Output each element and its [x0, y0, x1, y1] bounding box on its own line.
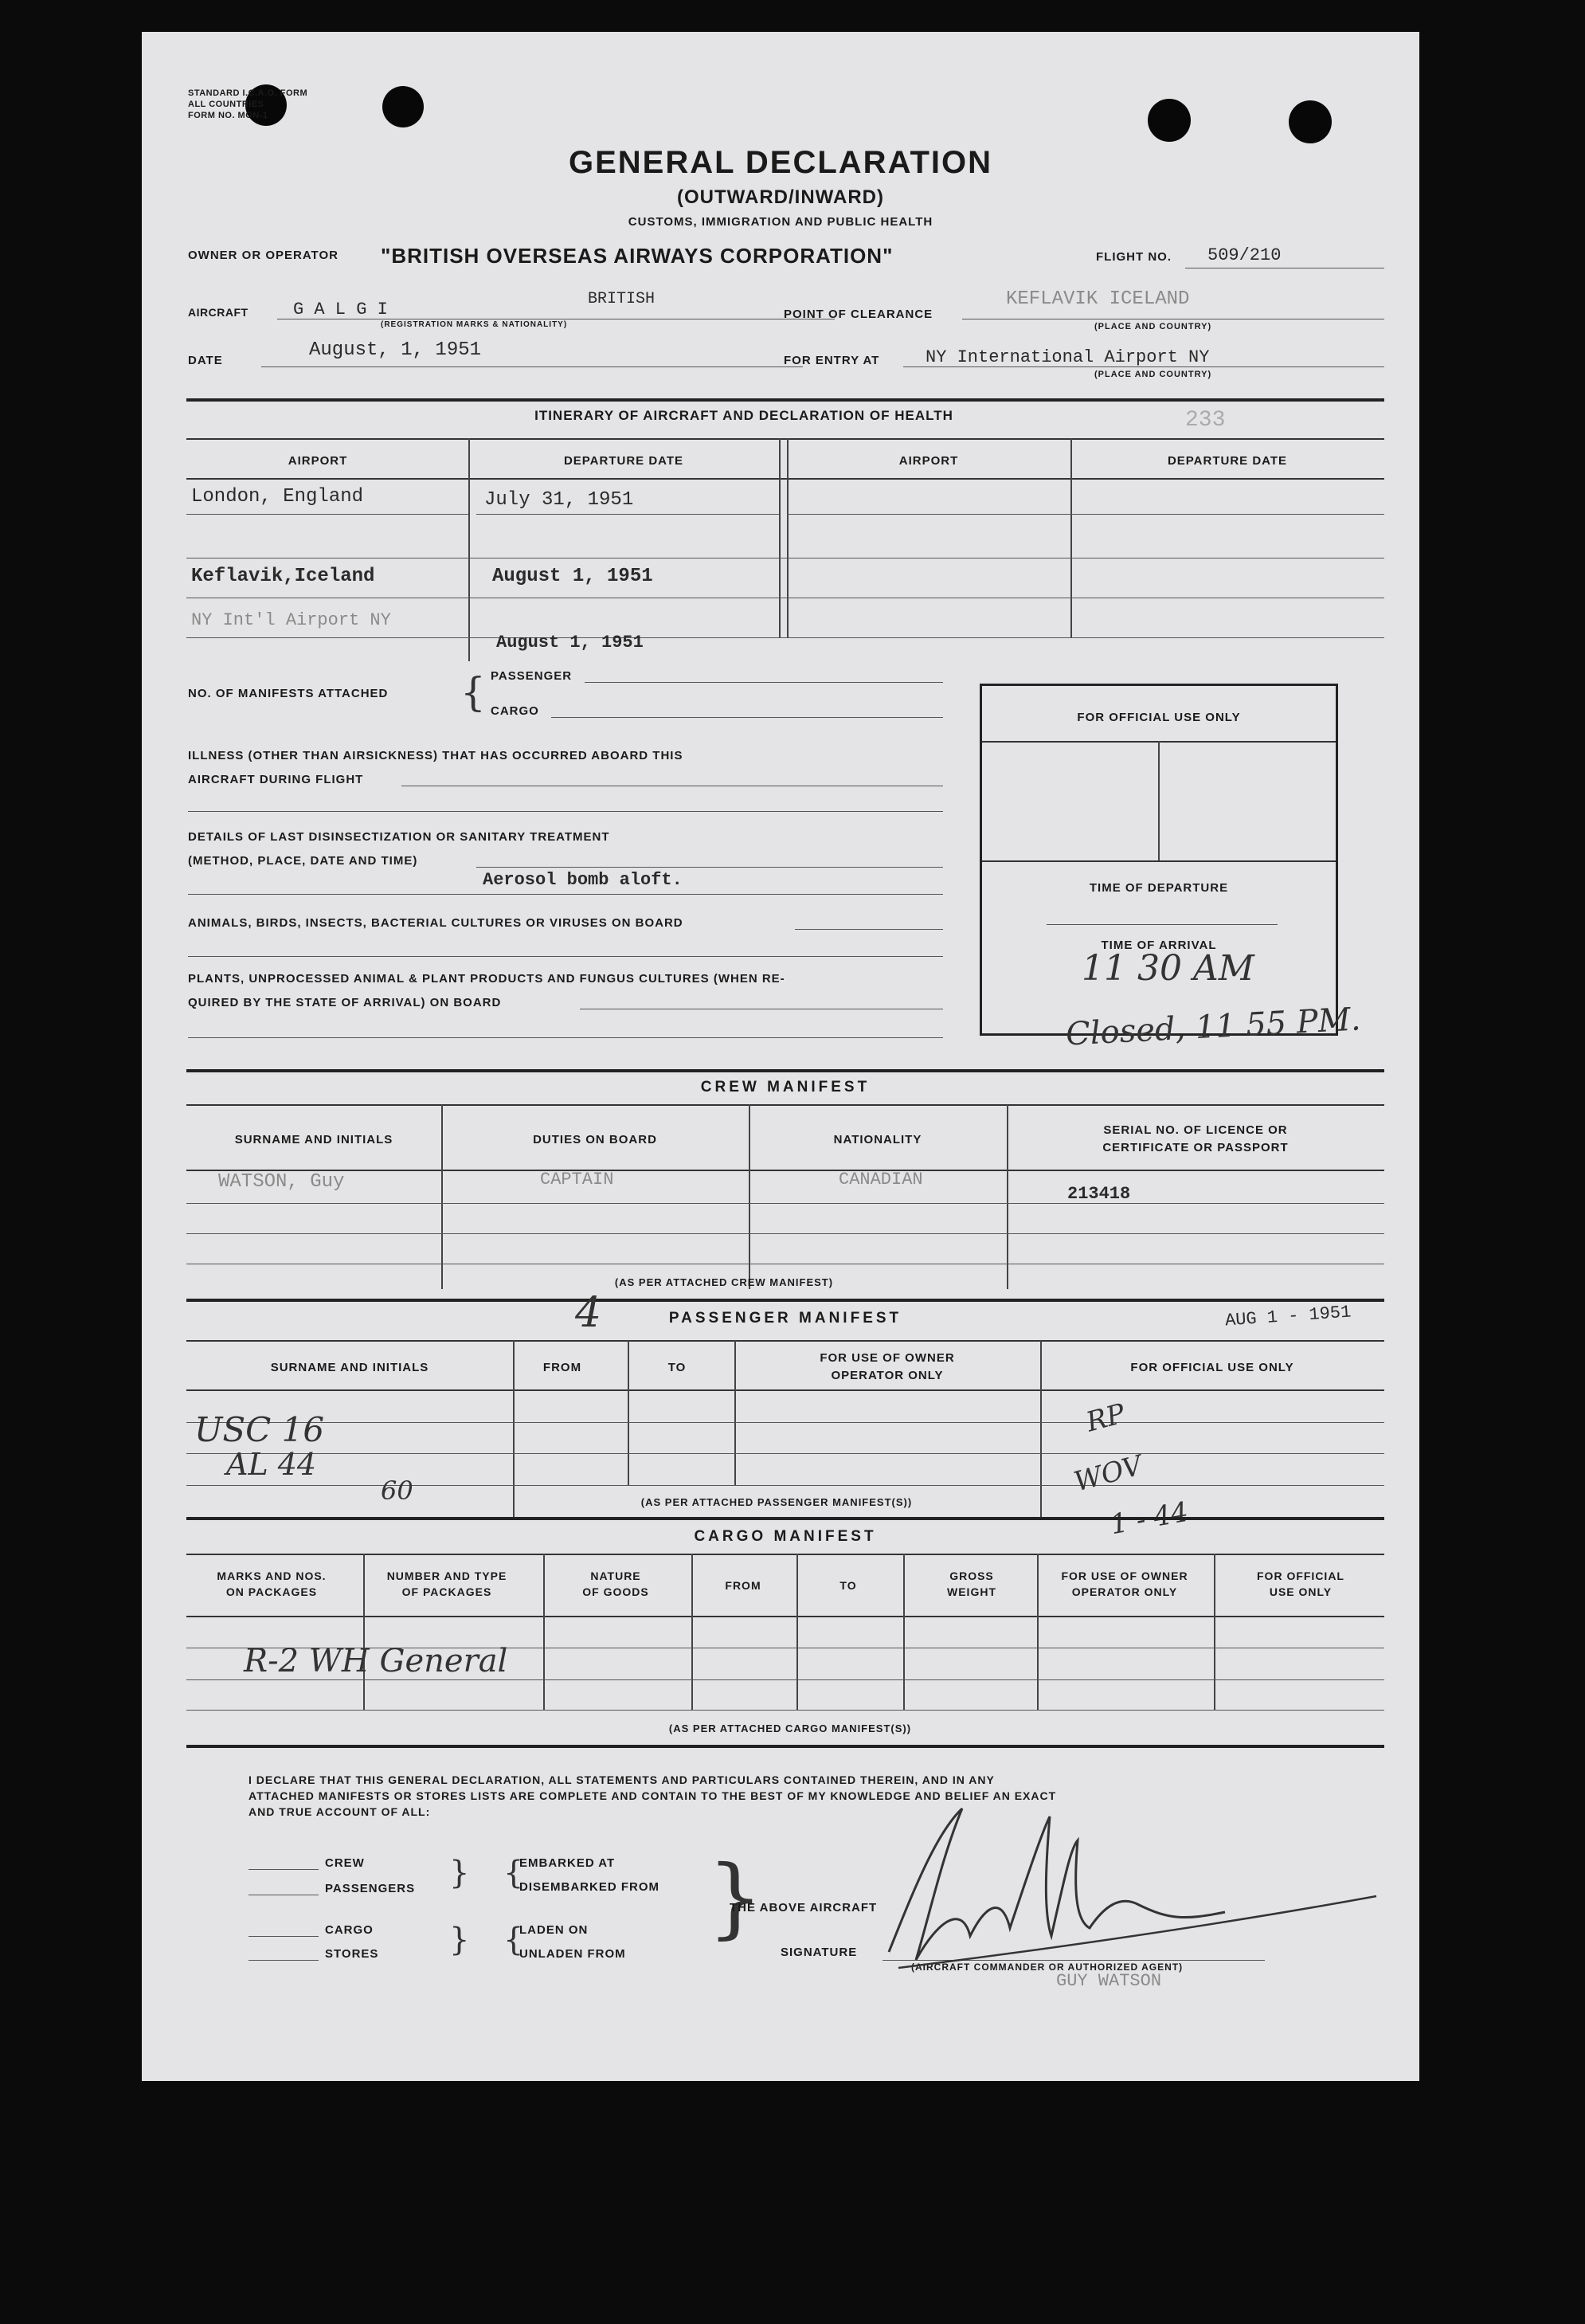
entry-value: NY International Airport NY [926, 347, 1210, 367]
crew-duties-1: CAPTAIN [540, 1170, 614, 1189]
passenger-col-from: FROM [542, 1361, 582, 1374]
brace: } [449, 1855, 470, 1891]
page-title: GENERAL DECLARATION [568, 145, 993, 180]
itinerary-col-departure: DEPARTURE DATE [563, 454, 684, 468]
aircraft-value: G A L G I [293, 300, 388, 319]
disinsect-value: Aerosol bomb aloft. [483, 870, 683, 890]
punch-hole [1289, 100, 1332, 143]
cargo-col-from: FROM [725, 1579, 761, 1592]
crew-col-serial-1: SERIAL NO. OF LICENCE OR [1103, 1123, 1288, 1137]
decl-crew: CREW [325, 1856, 365, 1870]
passenger-col-surname: SURNAME AND INITIALS [270, 1361, 429, 1374]
illness-label-2: AIRCRAFT DURING FLIGHT [188, 773, 364, 786]
illness-label-1: ILLNESS (OTHER THAN AIRSICKNESS) THAT HAS OCCURRED ABOARD THIS [188, 749, 683, 762]
decl-unladen: UNLADEN FROM [519, 1947, 626, 1961]
stamp-number: 233 [1185, 408, 1226, 433]
itinerary-date-1: July 31, 1951 [484, 489, 634, 511]
official-hand-1: RP [1082, 1397, 1129, 1439]
plants-label-1: PLANTS, UNPROCESSED ANIMAL & PLANT PRODUCTS AND FUNGUS CULTURES (WHEN RE- [188, 972, 785, 986]
form-sheet [142, 32, 1419, 2081]
declaration-text-1: I DECLARE THAT THIS GENERAL DECLARATION, ALL STATEMENTS AND PARTICULARS CONTAINED THEREIN, AND IN ANY [249, 1773, 995, 1786]
cargo-col-owner-2: OPERATOR ONLY [1071, 1585, 1178, 1598]
signer-name: GUY WATSON [1056, 1971, 1162, 1991]
disinsect-label-2: (METHOD, PLACE, DATE AND TIME) [188, 854, 418, 868]
manifests-label: NO. OF MANIFESTS ATTACHED [188, 687, 389, 700]
page-subtitle: (OUTWARD/INWARD) [677, 186, 884, 208]
itinerary-heading: ITINERARY OF AIRCRAFT AND DECLARATION OF HEALTH [534, 408, 953, 423]
owner-label: OWNER OR OPERATOR [188, 249, 339, 262]
crew-surname-1: WATSON, Guy [218, 1171, 345, 1193]
cargo-col-nature-1: NATURE [590, 1570, 641, 1582]
official-use-title: FOR OFFICIAL USE ONLY [1077, 711, 1241, 724]
cargo-col-to: TO [839, 1579, 857, 1592]
crew-heading: CREW MANIFEST [700, 1079, 871, 1095]
brace: { [503, 1855, 524, 1891]
itinerary-date-3: August 1, 1951 [496, 633, 644, 653]
passenger-note: (AS PER ATTACHED PASSENGER MANIFEST(S)) [640, 1496, 913, 1508]
cargo-col-owner-1: FOR USE OF OWNER [1061, 1570, 1188, 1582]
brace: } [707, 1846, 763, 1948]
flight-label: FLIGHT NO. [1096, 250, 1172, 264]
passenger-hand-line-2: AL 44 [226, 1447, 317, 1482]
decl-above-aircraft: THE ABOVE AIRCRAFT [730, 1901, 878, 1914]
flight-value: 509/210 [1207, 245, 1282, 265]
owner-value: "BRITISH OVERSEAS AIRWAYS CORPORATION" [381, 244, 894, 268]
passenger-col-owner-2: OPERATOR ONLY [831, 1369, 944, 1382]
cargo-col-official-2: USE ONLY [1269, 1585, 1333, 1598]
passenger-hand-line-3: 60 [381, 1476, 413, 1506]
signature-sub: (AIRCRAFT COMMANDER OR AUTHORIZED AGENT) [911, 1961, 1184, 1973]
signature-graphic [867, 1785, 1392, 1984]
entry-label: FOR ENTRY AT [784, 354, 880, 367]
cargo-col-nature-2: OF GOODS [582, 1585, 649, 1598]
cargo-col-gross-2: WEIGHT [947, 1585, 996, 1598]
decl-embarked: EMBARKED AT [519, 1856, 616, 1870]
date-stamp: AUG 1 - 1951 [1224, 1302, 1352, 1331]
cargo-col-official-1: FOR OFFICIAL [1257, 1570, 1344, 1582]
cargo-note: (AS PER ATTACHED CARGO MANIFEST(S)) [668, 1722, 912, 1734]
passenger-count-handwritten: 4 [575, 1289, 602, 1337]
brace: { [503, 1922, 524, 1958]
punch-hole [1148, 99, 1191, 142]
itinerary-airport-3: NY Int'l Airport NY [191, 610, 391, 630]
clearance-sub: (PLACE AND COUNTRY) [1094, 322, 1212, 331]
brace: { [460, 669, 486, 715]
cargo-col-number-2: OF PACKAGES [401, 1585, 492, 1598]
decl-cargo: CARGO [325, 1923, 374, 1937]
itinerary-col-airport-2: AIRPORT [898, 454, 959, 468]
arrival-time-label: TIME OF ARRIVAL [1101, 939, 1217, 952]
declaration-text-3: AND TRUE ACCOUNT OF ALL: [249, 1805, 431, 1818]
crew-col-surname: SURNAME AND INITIALS [234, 1133, 393, 1146]
cargo-col-gross-1: GROSS [949, 1570, 994, 1582]
official-hand-3: 1 - 44 [1108, 1495, 1191, 1542]
cargo-heading: CARGO MANIFEST [694, 1528, 877, 1545]
crew-nationality-1: CANADIAN [839, 1170, 923, 1189]
punch-hole [382, 86, 424, 127]
decl-stores: STORES [325, 1947, 379, 1961]
itinerary-airport-1: London, England [191, 486, 364, 508]
decl-disembarked: DISEMBARKED FROM [519, 1880, 659, 1894]
passenger-col-official: FOR OFFICIAL USE ONLY [1130, 1361, 1294, 1374]
aircraft-label: AIRCRAFT [188, 306, 249, 319]
declaration-text-2: ATTACHED MANIFESTS OR STORES LISTS ARE COMPLETE AND CONTAIN TO THE BEST OF MY KNOWLEDGE AND BELIEF AN EXACT [249, 1789, 1057, 1802]
decl-laden: LADEN ON [519, 1923, 589, 1937]
form-reference: STANDARD I.C.A.O. FORM ALL COUNTRIES FORM NO. MON-1 [188, 88, 308, 120]
cargo-count-label: CARGO [491, 704, 539, 718]
passenger-col-to: TO [667, 1361, 687, 1374]
aircraft-sub: (REGISTRATION MARKS & NATIONALITY) [381, 320, 568, 329]
itinerary-col-departure-2: DEPARTURE DATE [1167, 454, 1288, 468]
plants-label-2: QUIRED BY THE STATE OF ARRIVAL) ON BOARD [188, 996, 502, 1009]
signature-label: SIGNATURE [781, 1946, 858, 1959]
itinerary-date-2: August 1, 1951 [492, 566, 653, 587]
date-label: DATE [188, 354, 223, 367]
clearance-value: KEFLAVIK ICELAND [1006, 288, 1190, 310]
entry-sub: (PLACE AND COUNTRY) [1094, 370, 1212, 379]
passenger-hand-line-1: USC 16 [194, 1410, 325, 1449]
cargo-hand-entry: R-2 WH General [244, 1643, 508, 1679]
brace: } [449, 1922, 470, 1958]
crew-serial-1: 213418 [1067, 1184, 1131, 1204]
itinerary-airport-2: Keflavik,Iceland [191, 566, 375, 587]
clearance-label: POINT OF CLEARANCE [784, 308, 933, 321]
cargo-col-marks-1: MARKS AND NOS. [217, 1570, 327, 1582]
aircraft-nationality: BRITISH [588, 290, 656, 308]
disinsect-label-1: DETAILS OF LAST DISINSECTIZATION OR SANITARY TREATMENT [188, 830, 610, 844]
arrival-time-handwritten: 11 30 AM [1082, 948, 1254, 989]
crew-note: (AS PER ATTACHED CREW MANIFEST) [614, 1276, 834, 1288]
official-hand-2: WOV [1070, 1449, 1146, 1499]
crew-col-serial-2: CERTIFICATE OR PASSPORT [1102, 1141, 1289, 1154]
passenger-count-label: PASSENGER [491, 669, 573, 683]
cargo-col-marks-2: ON PACKAGES [225, 1585, 318, 1598]
itinerary-col-airport: AIRPORT [288, 454, 348, 468]
departure-time-label: TIME OF DEPARTURE [1089, 881, 1229, 895]
crew-col-nationality: NATIONALITY [833, 1133, 922, 1146]
page-subtitle-2: CUSTOMS, IMMIGRATION AND PUBLIC HEALTH [628, 215, 933, 229]
closed-note-handwritten: Closed, 11 55 PM. [1065, 1001, 1362, 1053]
passenger-heading: PASSENGER MANIFEST [668, 1310, 902, 1327]
decl-passengers: PASSENGERS [325, 1882, 416, 1895]
passenger-col-owner-1: FOR USE OF OWNER [820, 1351, 955, 1365]
crew-col-duties: DUTIES ON BOARD [533, 1133, 657, 1146]
date-value: August, 1, 1951 [309, 339, 482, 361]
cargo-col-number-1: NUMBER AND TYPE [386, 1570, 507, 1582]
animals-label: ANIMALS, BIRDS, INSECTS, BACTERIAL CULTURES OR VIRUSES ON BOARD [188, 916, 683, 930]
